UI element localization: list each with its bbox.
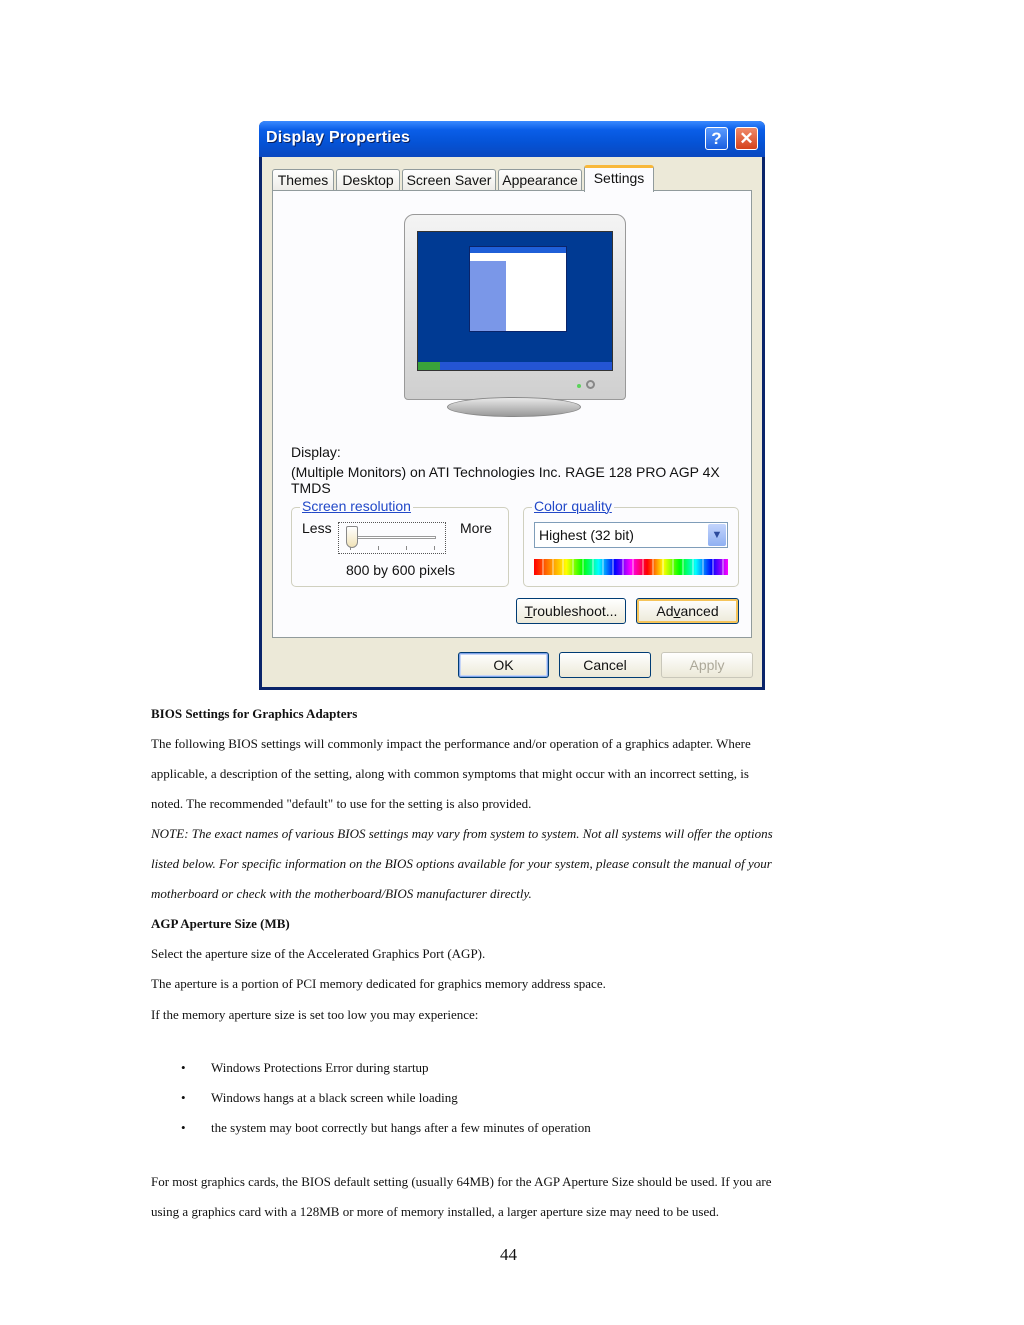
mini-start-button [418, 362, 440, 370]
monitor-screen [417, 231, 613, 371]
color-quality-selected: Highest (32 bit) [539, 527, 634, 543]
display-label: Display: [291, 444, 341, 460]
screen-resolution-legend-rest: creen resolution [311, 498, 411, 514]
list-item: the system may boot correctly but hangs after a few minutes of operation [211, 1120, 591, 1135]
closing-paragraph-line: For most graphics cards, the BIOS default setting (usually 64MB) for the AGP Aperture Size should be used. If you are [151, 1174, 772, 1189]
ok-button[interactable]: OK [458, 652, 549, 678]
monitor-stand [447, 397, 581, 417]
advanced-label-start: Ad [656, 603, 674, 619]
tab-themes[interactable]: Themes [272, 169, 334, 191]
closing-paragraph-line: using a graphics card with a 128MB or more of memory installed, a larger aperture size may need to be used. [151, 1204, 719, 1219]
power-button-icon [586, 380, 595, 389]
slider-tick [406, 546, 407, 550]
list-item: Windows Protections Error during startup [211, 1060, 429, 1075]
power-led-icon [577, 384, 581, 388]
screen-resolution-legend-access-key: S [302, 498, 312, 514]
monitor-illustration [404, 214, 626, 400]
color-quality-select[interactable] [534, 522, 728, 548]
resolution-slider-thumb[interactable] [346, 526, 358, 548]
mini-taskbar [418, 362, 612, 370]
tab-appearance[interactable]: Appearance [498, 169, 582, 191]
slider-more-label: More [460, 520, 492, 536]
mini-window-preview [469, 246, 567, 332]
slider-less-label: Less [302, 520, 332, 536]
resolution-slider-track[interactable] [346, 536, 436, 539]
advanced-label-end: anced [680, 603, 719, 619]
troubleshoot-label: roubleshoot... [532, 603, 618, 619]
screen-resolution-legend [300, 498, 413, 514]
color-spectrum-stripes [534, 559, 728, 575]
troubleshoot-access-key: T [524, 603, 533, 619]
resolution-value: 800 by 600 pixels [346, 562, 455, 578]
dialog-title-bar[interactable] [259, 121, 765, 157]
section-heading-agp-aperture: AGP Aperture Size (MB) [151, 916, 290, 931]
note-paragraph-line: motherboard or check with the motherboard/BIOS manufacturer directly. [151, 886, 532, 901]
note-paragraph-line: listed below. For specific information on the BIOS options available for your system, please consult the manual of your [151, 856, 772, 871]
cancel-button[interactable]: Cancel [559, 652, 651, 678]
settings-tab-panel [272, 190, 752, 638]
body-line: Select the aperture size of the Accelerated Graphics Port (AGP). [151, 946, 486, 961]
intro-paragraph-line: noted. The recommended "default" to use for the setting is also provided. [151, 796, 532, 811]
color-quality-legend-access-key: C [534, 498, 545, 514]
chevron-down-icon[interactable]: ▼ [708, 524, 726, 546]
bullet-icon: • [181, 1090, 186, 1105]
body-line: The aperture is a portion of PCI memory dedicated for graphics memory address space. [151, 976, 606, 991]
intro-paragraph-line: The following BIOS settings will commonly impact the performance and/or operation of a graphics adapter. Where [151, 736, 751, 751]
body-line: If the memory aperture size is set too low you may experience: [151, 1007, 479, 1022]
display-properties-dialog [259, 121, 765, 690]
close-icon[interactable]: ✕ [735, 127, 758, 150]
screen-resolution-group [291, 498, 509, 587]
troubleshoot-button[interactable] [516, 598, 626, 624]
color-quality-legend [532, 498, 614, 514]
advanced-access-key: v [673, 603, 681, 619]
list-item: Windows hangs at a black screen while loading [211, 1090, 458, 1105]
bullet-icon: • [181, 1060, 186, 1075]
intro-paragraph-line: applicable, a description of the setting, along with common symptoms that might occur with an incorrect setting, is [151, 766, 749, 781]
display-adapter-name-line2: TMDS [291, 480, 331, 496]
dialog-title: Display Properties [266, 129, 411, 146]
display-adapter-name: (Multiple Monitors) on ATI Technologies Inc. RAGE 128 PRO AGP 4X [291, 464, 720, 480]
tab-screen-saver[interactable]: Screen Saver [402, 169, 496, 191]
help-icon[interactable]: ? [705, 127, 728, 150]
note-paragraph-line: NOTE: The exact names of various BIOS settings may vary from system to system. Not all systems will offer the options [151, 826, 773, 841]
color-quality-group [523, 498, 739, 587]
color-quality-legend-rest: olor quality [544, 498, 612, 514]
page-number: 44 [500, 1245, 517, 1264]
tab-settings[interactable]: Settings [584, 165, 654, 192]
apply-button[interactable]: Apply [661, 652, 753, 678]
dialog-client-area [262, 157, 762, 687]
tab-desktop[interactable]: Desktop [336, 169, 400, 191]
slider-tick [378, 546, 379, 550]
bullet-icon: • [181, 1120, 186, 1135]
section-heading-bios-settings: BIOS Settings for Graphics Adapters [151, 706, 358, 721]
advanced-button[interactable] [636, 598, 739, 624]
slider-tick [434, 546, 435, 550]
